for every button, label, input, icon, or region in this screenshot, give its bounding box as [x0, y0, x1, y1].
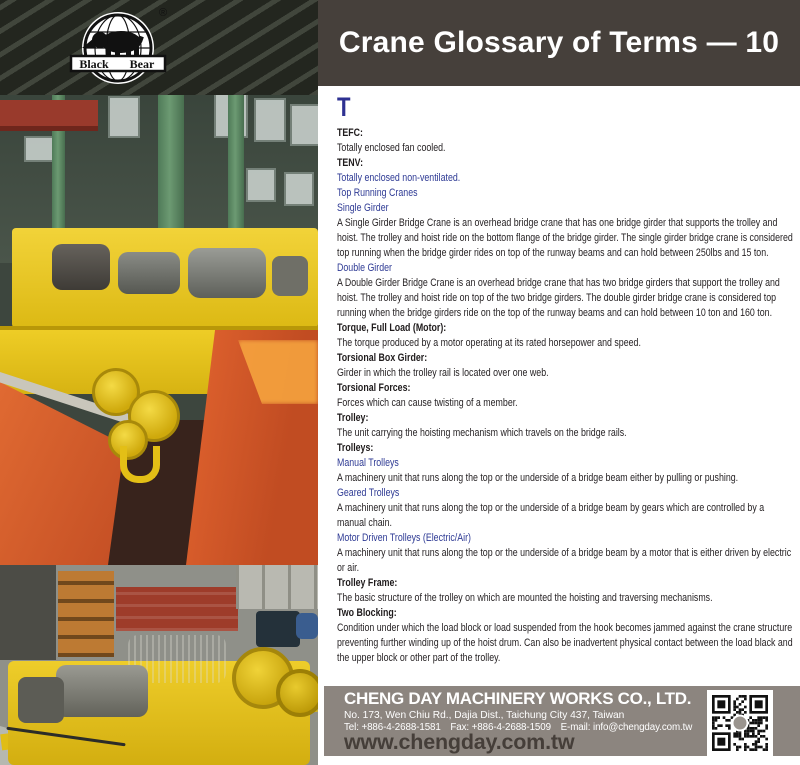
- glossary-term: Torque, Full Load (Motor):: [337, 322, 447, 334]
- fax-number: Fax: +886-4-2688-1509: [450, 722, 551, 733]
- logo-word-left: Black: [79, 57, 109, 71]
- glossary-entries: [337, 126, 795, 666]
- glossary-definition: A Single Girder Bridge Crane is an overhead bridge crane that has one bridge girder that supports the trolley and hoist. The trolley and hoist ride on the bottom flange of the bridge girder. The single girder bridge crane is considered top running when the bridge girder rides on top of the runway beams and can hold between 250lbs and 15 ton.: [337, 217, 793, 259]
- glossary-term: TENV:: [337, 157, 364, 169]
- glossary-definition: A machinery unit that runs along the top or the underside of a bridge beam by gears which are controlled by a manual chain.: [337, 502, 765, 529]
- glossary-definition: Girder in which the trolley rail is located over one web.: [337, 367, 549, 379]
- winch-motor-shape: [56, 665, 148, 717]
- glossary-term: TEFC:: [337, 127, 364, 139]
- page-title: Crane Glossary of Terms — 10: [338, 26, 780, 59]
- glossary-term: Torsional Forces:: [337, 382, 411, 394]
- company-name: CHENG DAY MACHINERY WORKS CO., LTD.: [344, 689, 692, 708]
- email-address[interactable]: E-mail: info@chengday.com.tw: [560, 722, 693, 733]
- glossary-definition: A Double Girder Bridge Crane is an overhead bridge crane that has two bridge girders that support the trolley and hoist. The trolley and hoist ride on top of the two bridge girders. The double girder bridge crane is considered top running when the bridge girders ride on the top of the runway beams and can hold between 10 ton and 160 ton.: [337, 277, 780, 319]
- glossary-definition: The unit carrying the hoisting mechanism which travels on the bridge rails.: [337, 427, 627, 439]
- glossary-term: Trolley Frame:: [337, 577, 398, 589]
- glossary-link-term[interactable]: Motor Driven Trolleys (Electric/Air): [337, 532, 471, 544]
- glossary-definition: A machinery unit that runs along the top or the underside of a bridge beam either by pulling or pushing.: [337, 472, 739, 484]
- glossary-definition: The torque produced by a motor operating at its rated horsepower and speed.: [337, 337, 641, 349]
- hoist-motor-shape: [188, 248, 266, 298]
- glossary-link-term[interactable]: Double Girder: [337, 262, 392, 274]
- glossary-term: Trolley:: [337, 412, 369, 424]
- crane-hook-icon: [120, 446, 160, 483]
- glossary-link-term[interactable]: Geared Trolleys: [337, 487, 400, 499]
- footer-bar: [324, 686, 800, 756]
- factory-column: [158, 88, 184, 248]
- glossary-term: Two Blocking:: [337, 607, 397, 619]
- photo-workshop-winch: [0, 565, 318, 765]
- glossary-content: [337, 88, 795, 666]
- glossary-link-term[interactable]: Top Running Cranes: [337, 187, 418, 199]
- glossary-link-term[interactable]: Totally enclosed non-ventilated.: [337, 172, 461, 184]
- glossary-term: Trolleys:: [337, 442, 374, 454]
- black-bear-logo: [68, 4, 168, 96]
- tel-number: Tel: +886-4-2688-1581: [344, 722, 441, 733]
- glossary-definition: Totally enclosed fan cooled.: [337, 142, 446, 154]
- header-bar: [318, 0, 800, 86]
- section-letter: T: [337, 92, 351, 122]
- logo-word-right: Bear: [129, 57, 155, 71]
- glossary-definition: Condition under which the load block or load suspended from the hook becomes jammed against the crane structure preventing further winding up of the hoist drum. Can also be inadvertent physical contact between the load black and the upper block or other part of the trolley.: [337, 622, 793, 664]
- glossary-link-term[interactable]: Single Girder: [337, 202, 389, 214]
- website-url[interactable]: www.chengday.com.tw: [344, 730, 575, 754]
- glossary-link-term[interactable]: Manual Trolleys: [337, 457, 399, 469]
- qr-code: [707, 690, 773, 756]
- glossary-definition: Forces which can cause twisting of a member.: [337, 397, 518, 409]
- registered-trademark-icon: ®: [159, 7, 168, 19]
- glossary-term: Torsional Box Girder:: [337, 352, 428, 364]
- glossary-definition: The basic structure of the trolley on which are mounted the hoisting and traversing mechanisms.: [337, 592, 713, 604]
- company-address: No. 173, Wen Chiu Rd., Dajia Dist., Taichung City 437, Taiwan: [344, 710, 625, 721]
- glossary-definition: A machinery unit that runs along the top or the underside of a bridge beam by a motor that is either driven by electric or air.: [337, 547, 792, 574]
